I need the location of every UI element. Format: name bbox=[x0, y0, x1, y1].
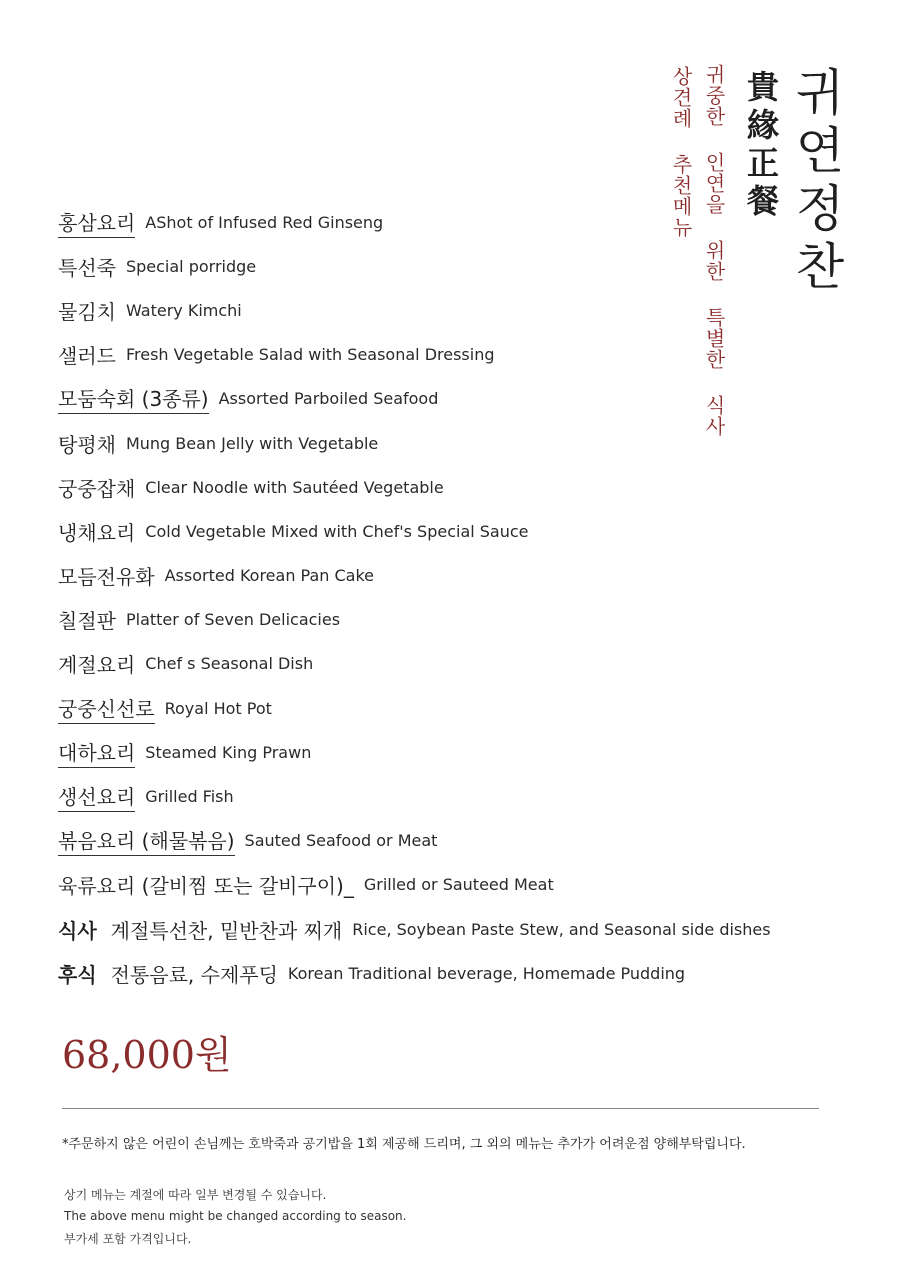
course-item-korean: 모둠숙회 (3종류) bbox=[58, 383, 209, 414]
course-item-english: Grilled Fish bbox=[145, 787, 234, 807]
course-item-english: Grilled or Sauteed Meat bbox=[363, 875, 554, 895]
course-item-english: Cold Vegetable Mixed with Chef's Special Sauce bbox=[145, 521, 529, 541]
course-item bbox=[58, 200, 858, 244]
dessert-label: 후식 bbox=[58, 962, 97, 987]
course-item-korean: 궁중잡채 bbox=[58, 476, 136, 501]
course-item bbox=[58, 730, 858, 774]
dessert-item bbox=[58, 951, 858, 995]
course-item bbox=[58, 288, 858, 332]
course-item-korean: 탕평채 bbox=[58, 432, 116, 457]
course-item-english: Mung Bean Jelly with Vegetable bbox=[125, 433, 379, 453]
course-item bbox=[58, 554, 858, 598]
course-item-english: Assorted Korean Pan Cake bbox=[164, 566, 375, 586]
course-item-korean: 물김치 bbox=[58, 299, 116, 324]
footer-note-korean: 상기 메뉴는 계절에 따라 일부 변경될 수 있습니다. bbox=[64, 1188, 327, 1202]
course-item bbox=[58, 598, 858, 642]
course-item-korean: 샐러드 bbox=[58, 344, 116, 369]
menu-title: 귀연정찬 bbox=[787, 66, 845, 298]
price: 68,000원 bbox=[62, 1033, 232, 1077]
course-item-english: Watery Kimchi bbox=[125, 300, 242, 320]
dessert-korean: 전통음료, 수제푸딩 bbox=[110, 962, 278, 987]
course-item bbox=[58, 774, 858, 818]
menu-title-hanja: 貴緣正餐 bbox=[742, 70, 780, 222]
course-item-english: Clear Noodle with Sautéed Vegetable bbox=[145, 477, 444, 497]
course-item bbox=[58, 686, 858, 730]
course-item-korean: 볶음요리 (해물볶음) bbox=[58, 825, 235, 856]
course-item-korean: 칠절판 bbox=[58, 609, 116, 634]
dessert-english: Korean Traditional beverage, Homemade Pudding bbox=[287, 963, 686, 983]
course-item-korean: 생선요리 bbox=[58, 781, 135, 812]
course-item bbox=[58, 244, 858, 288]
course-item-korean: 궁중신선로 bbox=[58, 693, 155, 724]
course-item bbox=[58, 377, 858, 421]
course-item-korean: 계절요리 bbox=[58, 653, 136, 678]
course-item bbox=[58, 465, 858, 509]
course-item-english: Assorted Parboiled Seafood bbox=[218, 389, 439, 409]
meal-english: Rice, Soybean Paste Stew, and Seasonal side dishes bbox=[352, 919, 771, 939]
meal-label: 식사 bbox=[58, 918, 97, 943]
course-item-korean: 육류요리 (갈비찜 또는 갈비구이)_ bbox=[58, 874, 354, 899]
footer-note-english: The above menu might be changed according to season. bbox=[64, 1209, 407, 1223]
course-item-english: AShot of Infused Red Ginseng bbox=[145, 212, 384, 232]
course-item-korean: 특선죽 bbox=[58, 255, 116, 280]
course-item-korean: 대하요리 bbox=[58, 737, 135, 768]
course-item-korean: 홍삼요리 bbox=[58, 207, 135, 238]
course-item-english: Fresh Vegetable Salad with Seasonal Dressing bbox=[125, 345, 495, 365]
course-item-korean: 냉채요리 bbox=[58, 520, 136, 545]
menu-subtitle: 귀중한 인연을 위한 특별한 식사 bbox=[702, 64, 726, 437]
divider bbox=[62, 1108, 819, 1109]
course-list bbox=[58, 200, 858, 995]
meal-item bbox=[58, 907, 858, 951]
course-item bbox=[58, 509, 858, 553]
course-item-english: Platter of Seven Delicacies bbox=[125, 610, 341, 630]
footer-vat-note: 부가세 포함 가격입니다. bbox=[64, 1232, 192, 1246]
course-item-english: Chef s Seasonal Dish bbox=[145, 654, 314, 674]
course-item-english: Special porridge bbox=[125, 256, 257, 276]
menu-category: 상견례 추천메뉴 bbox=[669, 66, 693, 238]
course-item bbox=[58, 863, 858, 907]
course-item bbox=[58, 421, 858, 465]
children-notice: *주문하지 않은 어린이 손님께는 호박죽과 공기밥을 1회 제공해 드리며, 그 외의 메뉴는 추가가 어려운점 양해부탁립니다. bbox=[62, 1137, 746, 1152]
course-item-english: Sauted Seafood or Meat bbox=[244, 831, 438, 851]
course-item bbox=[58, 333, 858, 377]
course-item bbox=[58, 642, 858, 686]
course-item-korean: 모듬전유화 bbox=[58, 565, 155, 590]
course-item-english: Steamed King Prawn bbox=[145, 742, 312, 762]
course-item-english: Royal Hot Pot bbox=[164, 698, 272, 718]
meal-korean: 계절특선찬, 밑반찬과 찌개 bbox=[110, 918, 343, 943]
course-item bbox=[58, 819, 858, 863]
